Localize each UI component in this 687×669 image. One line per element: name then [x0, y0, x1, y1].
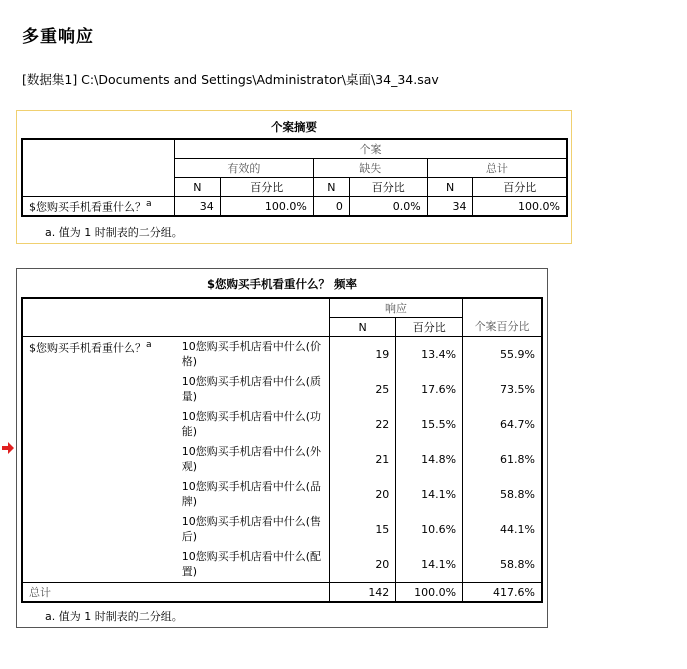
value-cell: 34	[427, 197, 473, 217]
frequency-title: $您购买手机看重什么？ 频率	[206, 277, 357, 291]
case-pct-cell: 61.8%	[463, 442, 542, 477]
group-total: 总计	[427, 159, 567, 178]
value-cell: 34	[175, 197, 221, 217]
n-cell: 15	[329, 512, 396, 547]
col-n: N	[175, 178, 221, 197]
case-summary-pivot[interactable]	[16, 110, 572, 244]
pct-cell: 10.6%	[396, 512, 463, 547]
group-missing: 缺失	[313, 159, 427, 178]
n-cell: 22	[329, 407, 396, 442]
case-pct-cell: 55.9%	[463, 337, 542, 373]
col-case-pct: 个案百分比	[463, 298, 542, 337]
case-pct-cell: 58.8%	[463, 547, 542, 583]
response-header: 响应	[329, 298, 462, 318]
frequency-footnote: a. 值为 1 时制表的二分组。	[45, 610, 183, 623]
category-label: 10您购买手机店看中什么(价格)	[181, 340, 321, 368]
col-pct: 百分比	[220, 178, 313, 197]
pct-cell: 13.4%	[396, 337, 463, 373]
frequency-table	[21, 297, 543, 603]
n-cell: 25	[329, 372, 396, 407]
case-summary-title: 个案摘要	[271, 120, 317, 134]
col-pct: 百分比	[396, 318, 463, 337]
case-pct-cell: 73.5%	[463, 372, 542, 407]
col-n: N	[329, 318, 396, 337]
pct-cell: 14.1%	[396, 477, 463, 512]
total-case-pct: 417.6%	[463, 583, 542, 603]
pct-cell: 17.6%	[396, 372, 463, 407]
total-label: 总计	[22, 583, 329, 603]
category-label: 10您购买手机店看中什么(品牌)	[181, 480, 321, 508]
n-cell: 20	[329, 477, 396, 512]
n-cell: 19	[329, 337, 396, 373]
total-row	[22, 583, 542, 603]
category-label: 10您购买手机店看中什么(质量)	[181, 375, 321, 403]
case-pct-cell: 58.8%	[463, 477, 542, 512]
col-n: N	[313, 178, 349, 197]
col-pct: 百分比	[473, 178, 567, 197]
col-n: N	[427, 178, 473, 197]
row-label: $您购买手机看重什么？$^a$	[22, 197, 175, 217]
pct-cell: 14.1%	[396, 547, 463, 583]
total-pct: 100.0%	[396, 583, 463, 603]
category-label: 10您购买手机店看中什么(功能)	[181, 410, 321, 438]
case-pct-cell: 44.1%	[463, 512, 542, 547]
case-pct-cell: 64.7%	[463, 407, 542, 442]
page-title: 多重响应	[22, 27, 94, 47]
value-cell: 0.0%	[349, 197, 427, 217]
dataset-path: [数据集1] C:\Documents and Settings\Administrator\桌面\34_34.sav	[22, 72, 439, 87]
col-pct: 百分比	[349, 178, 427, 197]
corner-cell	[22, 298, 329, 337]
case-summary-table	[21, 138, 568, 217]
value-cell: 100.0%	[220, 197, 313, 217]
pct-cell: 14.8%	[396, 442, 463, 477]
row-label: $您购买手机看重什么？$^a$	[22, 337, 176, 583]
red-arrow-icon	[2, 442, 14, 454]
corner-cell	[22, 139, 175, 197]
pct-cell: 15.5%	[396, 407, 463, 442]
n-cell: 20	[329, 547, 396, 583]
value-cell: 0	[313, 197, 349, 217]
table-row	[22, 337, 542, 373]
value-cell: 100.0%	[473, 197, 567, 217]
category-label: 10您购买手机店看中什么(配置)	[176, 547, 330, 583]
group-valid: 有效的	[175, 159, 314, 178]
total-n: 142	[329, 583, 396, 603]
case-summary-footnote: a. 值为 1 时制表的二分组。	[45, 226, 183, 239]
group-header: 个案	[175, 139, 568, 159]
frequency-pivot[interactable]	[16, 268, 548, 628]
category-label: 10您购买手机店看中什么(外观)	[181, 445, 321, 473]
category-label: 10您购买手机店看中什么(售后)	[181, 515, 321, 543]
n-cell: 21	[329, 442, 396, 477]
